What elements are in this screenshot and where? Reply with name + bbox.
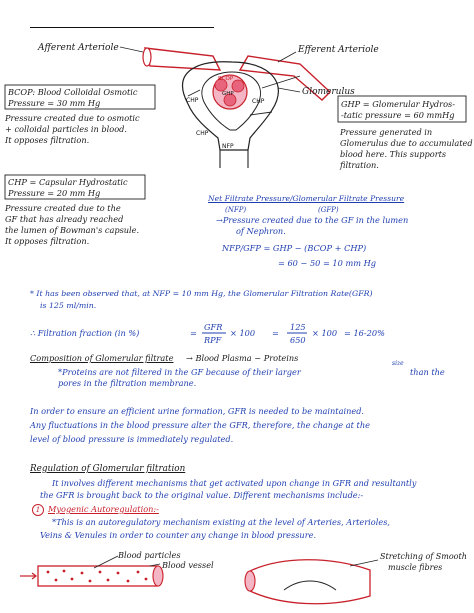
paragraph-line3: level of blood pressure is immediately regulated.	[30, 434, 234, 444]
composition-caret: size	[392, 360, 404, 367]
regulation-title: Regulation of Glomerular filtration	[30, 464, 186, 474]
fraction-num2: 125	[290, 322, 306, 332]
fraction-result: = 16-20%	[344, 328, 385, 338]
ghp-desc3: blood here. This supports	[340, 149, 447, 159]
stretching-label-1: Stretching of Smooth	[380, 552, 467, 561]
chp-diagram-label-left: CHP	[186, 97, 199, 104]
chp-desc3: the lumen of Bowman's capsule.	[5, 225, 140, 235]
fraction-num1: GFR	[204, 322, 223, 332]
composition-line1: *Proteins are not filtered in the GF because of their larger	[58, 367, 301, 377]
composition-line1b: than the	[410, 367, 445, 377]
paragraph-line2: Any fluctuations in the blood pressure alter the GFR, therefore, the change at the	[30, 420, 370, 430]
gfr-note-line1: * It has been observed that, at NFP = 10 mm Hg, the Glomerular Filtration Rate(GFR)	[30, 289, 373, 298]
myogenic-line1: *This is an autoregulatory mechanism existing at the level of Arteries, Arterioles,	[52, 517, 390, 527]
ghp-desc2: Glomerulus due to accumulated	[340, 138, 473, 148]
regulation-line1: It involves different mechanisms that get activated upon change in GFR and resultantly	[52, 478, 417, 488]
afferent-label: Afferent Arteriole	[38, 43, 119, 53]
fraction-label: ∴ Filtration fraction (in %)	[30, 328, 140, 338]
nfp-abbr2: (GFP)	[318, 206, 339, 214]
bcop-desc1: Pressure created due to osmotic	[5, 113, 140, 123]
blood-vessel-label: Blood vessel	[162, 560, 214, 570]
tubule	[220, 150, 248, 168]
blood-particles-label: Blood particles	[118, 550, 181, 560]
myogenic-line2: Veins & Venules in order to counter any change in blood pressure.	[40, 530, 317, 540]
composition-title: Composition of Glomerular filtrate	[30, 353, 174, 363]
bcop-desc3: It opposes filtration.	[5, 135, 90, 145]
nfp-title: Net Filtrate Pressure/Glomerular Filtrate Pressure	[208, 194, 405, 203]
stretching-label-2: muscle fibres	[388, 563, 443, 572]
bcop-diagram-label: BCOP	[218, 76, 234, 82]
glomerulus-label: Glomerulus	[302, 87, 355, 97]
ghp-box-line2: -tatic pressure = 60 mmHg	[341, 110, 455, 120]
composition-arrow: → Blood Plasma − Proteins	[186, 353, 299, 363]
ghp-desc1: Pressure generated in	[340, 127, 433, 137]
fraction-x1: × 100	[230, 328, 256, 338]
efferent-label: Efferent Arteriole	[298, 45, 379, 55]
ghp-box-line1: GHP = Glomerular Hydros-	[341, 99, 455, 109]
bcop-desc2: + colloidal particles in blood.	[5, 124, 127, 134]
chp-desc1: Pressure created due to the	[5, 203, 121, 213]
smooth-muscle-diagram	[245, 560, 378, 604]
ghp-diagram-label: GHP	[222, 91, 234, 97]
composition-line2: pores in the filtration membrane.	[58, 378, 197, 388]
nfp-diagram-label: NFP	[222, 143, 234, 150]
chp-box-line2: Pressure = 20 mm Hg	[8, 188, 101, 198]
nfp-desc1: →Pressure created due to the GF in the lumen	[216, 215, 409, 225]
blood-vessel-diagram	[20, 556, 163, 586]
nfp-eq2: = 60 − 50 = 10 mm Hg	[278, 258, 376, 268]
chp-box-line1: CHP = Capsular Hydrostatic	[8, 177, 128, 187]
myogenic-title: Myogenic Autoregulation:-	[48, 504, 159, 514]
fraction-den1: RPF	[204, 335, 222, 345]
chp-diagram-label-bottom: CHP	[196, 130, 209, 137]
bcop-box-line2: Pressure = 30 mm Hg	[8, 98, 101, 108]
fraction-den2: 650	[290, 335, 306, 345]
nfp-abbr1: (NFP)	[225, 206, 247, 214]
ghp-desc4: filtration.	[340, 160, 379, 170]
fraction-x2: × 100	[312, 328, 338, 338]
afferent-opening	[143, 48, 151, 66]
paragraph-line1: In order to ensure an efficient urine formation, GFR is needed to be maintained.	[30, 406, 365, 416]
afferent-arteriole-shape	[145, 48, 220, 70]
chp-diagram-label-right: CHP	[252, 98, 265, 105]
chp-desc4: It opposes filtration.	[5, 236, 90, 246]
fraction-eq: =	[190, 328, 197, 338]
bcop-box-line1: BCOP: Blood Colloidal Osmotic	[8, 87, 138, 97]
regulation-line2: the GFR is brought back to the original value. Different mechanisms include:-	[40, 490, 364, 500]
chp-desc2: GF that has already reached	[5, 214, 124, 224]
gfr-note-line2: is 125 ml/min.	[40, 301, 97, 310]
nfp-desc2: of Nephron.	[236, 226, 286, 236]
fraction-eq2: =	[272, 328, 279, 338]
myogenic-number: 1	[32, 504, 44, 516]
nfp-eq1: NFP/GFP = GHP − (BCOP + CHP)	[222, 243, 367, 253]
